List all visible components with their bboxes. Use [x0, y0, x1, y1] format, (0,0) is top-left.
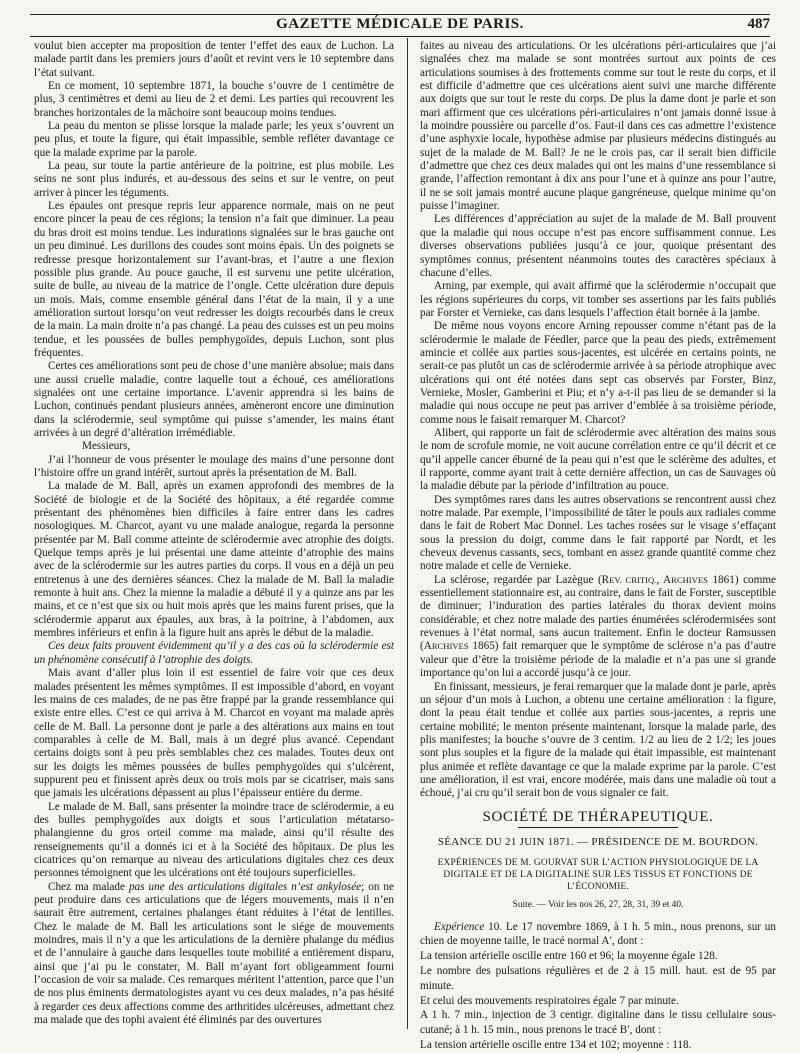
seance-line: SÉANCE DU 21 JUIN 1871. — PRÉSIDENCE DE M. BOURDON.	[437, 835, 759, 848]
experiment-text	[420, 920, 776, 1053]
right-column-text	[420, 40, 776, 801]
paragraph: Les épaules ont presque repris leur apparence normale, mais on ne peut encore pincer la peau de ces régions; la tension n’a fait que diminuer. La peau du bras droit est moins tendue. Les indurations signalées sur le bras gauche ont un peu diminué. Les durillons des coudes sont moins épais. Un des poignets se redresse presque horizontalement sur l’avant-bras, et l’autre a une flexion possible plus grande. Au pouce gauche, il est survenu une petite ulcération, suite de bulle, au niveau de la matrice de l’ongle. Cette ulcération dure depuis un mois. Mais, comme ensemble général dans l’état de la main, il y a une amélioration surtout lorsqu’on veut redresser les doigts recourbés dans le creux de la main. La main droite n’a pas changé. La peau des cuisses est un peu moins tendue, et les poussées de bulles pemphygoïdes, depuis Luchon, sont plus fréquentes.	[34, 200, 394, 359]
paragraph: La peau, sur toute la partie antérieure de la poitrine, est plus mobile. Les seins ne sont plus indurés, et au-dessous des seins et sur le ventre, on peut arriver à pincer les téguments.	[34, 160, 394, 199]
paragraph: Ces deux faits prouvent évidemment qu’il y a des cas où la sclérodermie est un phénomène consécutif à l’atrophie des doigts.	[34, 640, 394, 666]
page-header	[30, 14, 770, 34]
right-column	[420, 40, 777, 1051]
paragraph: Mais avant d’aller plus loin il est essentiel de faire voir que ces deux malades présentent les mêmes symptômes. Il est impossible d’abord, en voyant les mains de ces malades, de ne pas être frappé par la grande ressemblance qui existe entre elles. C’est ce qui arriva à M. Charcot en voyant ma malade après celle de M. Ball. La personne dont je parle a des altérations aux mains en tout comparables à celle de M. Ball, mais à un degré plus avancé. Cependant certains doigts sont à peu près semblables chez ces malades. Toutes deux ont sur les doigts les mêmes poussées de bulles pemphygoïdes qui s’ulcèrent, suppurent peu et finissent après deux ou trois mois par se cicatriser, mais sans que jamais les ulcérations dépassent au plus l’épaisseur entière du derme.	[34, 667, 394, 800]
paper-title: EXPÉRIENCES DE M. GOURVAT SUR L’ACTION PHYSIOLOGIQUE DE LA DIGITALE ET DE LA DIGITALINE SUR LES TISSUS ET FONCTIONS DE L’ÉCONOMIE.	[437, 858, 759, 893]
paragraph: Messieurs,	[82, 440, 131, 453]
paragraph: La tension artérielle oscille entre 134 et 102; moyenne : 118.	[420, 1039, 692, 1051]
paragraph: Expérience 10. Le 17 novembre 1869, à 1 h. 5 min., nous prenons, sur un chien de moyenne taille, le tracé normal A′, dont :	[420, 920, 776, 948]
paragraph: Le nombre des pulsations régulières et de 2 à 15 mill. haut. est de 95 par minute.	[420, 965, 776, 992]
suite-note: Suite. — Voir les nos 26, 27, 28, 31, 39 et 40.	[512, 900, 684, 911]
paragraph: En finissant, messieurs, je ferai remarquer que la malade dont je parle, après un séjour d’un mois à Luchon, a obtenu une certaine amélioration : la figure, dont la peau était tendue et collée aux parties sous-jacentes, a repris une certaine mobilité; le menton présente maintenant, lorsque la malade parle, des plis manifestes; la bouche s’ouvre de 3 centim. 1/2 au lieu de 2 1/2; les joues sont plus souples et la figure de la malade qui était impassible, est maintenant plus animée et reflète davantage ce que la malade exprime par la parole. C’est une amélioration, il est vrai, encore modérée, mais dans une maladie où tout a échoué, j’ai cru qu’il serait bon de vous signaler ce fait.	[420, 680, 776, 800]
paragraph: Le malade de M. Ball, sans présenter la moindre trace de sclérodermie, a eu des bulles pemphygoïdes aux doigts et sous l’articulation métatarso-phalangienne du gros orteil comme ma malade, ainsi qu’il résulte des renseignements qu’il a donnés ici et à la Société des hôpitaux. De plus les cicatrices qu’on remarque au niveau des articulations digitales chez ces deux personnes témoignent que les ulcérations ont été toujours superficielles.	[34, 800, 394, 880]
header-rule-bottom	[30, 36, 770, 37]
paragraph: De même nous voyons encore Arning repousser comme n’étant pas de la sclérodermie le malade de Féedler, parce que la peau des pieds, extrêmement amincie et collée aux parties sous-jacentes, est ulcérée en certains points, ne serait-ce pas plutôt un cas de sclérodermie arrivée à sa période atrophique avec ulcérations qui ont été notées dans sept cas observés par Forster, Binz, Vernieke, Mosler, Gamberini et Piu; et n’y a-t-il pas lieu de se demander si la maladie qui nous occupe ne peut pas arriver d’emblée à sa troisième période, comme nous le faisait remarquer M. Charcot?	[420, 320, 776, 426]
paragraph: J’ai l’honneur de vous présenter le moulage des mains d’une personne dont l’histoire offre un grand intérêt, surtout après la présentation de M. Ball.	[34, 453, 394, 479]
header-rule-top	[30, 14, 770, 15]
paragraph: Les différences d’appréciation au sujet de la malade de M. Ball prouvent que la maladie qui nous occupe n’est pas encore suffisamment connue. Les diverses observations publiées jusqu’à ce jour, quoique présentant des symptômes connus, présentent néanmoins toutes des caractères spéciaux à chacune d’elles.	[420, 213, 776, 279]
section-title: SOCIÉTÉ DE THÉRAPEUTIQUE.	[482, 808, 714, 825]
paragraph: voulut bien accepter ma proposition de tenter l’effet des eaux de Luchon. La malade partit dans les premiers jours d’août et revint vers le 10 septembre dans l’état suivant.	[34, 40, 394, 79]
paragraph: A 1 h. 7 min., injection de 3 centigr. digitaline dans le tissu cellulaire sous-cutané; à 1 h. 15 min., nous prenons le tracé B′, dont :	[420, 1009, 776, 1037]
left-column	[34, 40, 394, 1031]
paragraph: Alibert, qui rapporte un fait de sclérodermie avec altération des mains sous le nom de scrofule momie, ne voit aucune corrélation entre ce qu’il décrit et ce qu’il appelle cancer éburné de la peau qui n’est que le sclérème des adultes, et il rapporte, comme ayant trait à cette dernière affection, un cas de Sauvages où la maladie débute par la période d’infiltration au pouce.	[420, 426, 776, 493]
page-number: 487	[747, 16, 770, 32]
column-divider	[407, 38, 408, 1029]
paragraph: La sclérose, regardée par Lazègue (REV. CRITIQ., ARCHIVES 1861) comme essentiellement stationnaire est, au contraire, dans le fait de Forster, susceptible de diminuer; l’induration des parties latérales du thorax devient moins considérable, et chez notre malade des parties énumérées sclérodermisées sont revenues à l’état normal, sans aucun traitement. Enfin le docteur Ramsussen (ARCHIVES 1865) fait remarquer que le symptôme de sclérose n’a pas d’autre valeur que d’être la troisième période de la maladie et n’a pas une si grande importance qu’on lui a accordé jusqu’à ce jour.	[420, 573, 777, 680]
paragraph: La tension artérielle oscille entre 160 et 96; la moyenne égale 128.	[420, 950, 718, 963]
paragraph: Et celui des mouvements respiratoires égale 7 par minute.	[420, 994, 679, 1007]
paragraph: faites au niveau des articulations. Or les ulcérations péri-articulaires que j’ai signalées chez ma malade se sont montrées surtout aux points de ces articulations soumises à des frottements comme sur tout le reste du corps, et il est difficile d’admettre que ces ulcérations aient suivi une marche différente aux doigts que sur tout le reste du corps. De plus la dame dont je parle et son mari affirment que ces ulcérations péri-articulaires n’ont jamais donné issue à la moindre poussière ou parcelle d’os. Faut-il dans ces cas admettre l’existence d’une asphyxie locale, hypothèse admise par plusieurs médecins distingués au sujet de la malade de M. Ball? Je ne le crois pas, car il serait bien difficile d’admettre que chez ces deux malades qui ont les mains d’une ressemblance si grande, l’affection remontant à dix ans pour l’une et à quinze ans pour l’autre, il ne se soit jamais montré aucune plaque gangréneuse, quelque minime qu’on puisse l’imaginer.	[420, 40, 776, 213]
paragraph: Certes ces améliorations sont peu de chose d’une manière absolue; mais dans une aussi cruelle maladie, contre laquelle tout a échoué, ces améliorations signalées ont une certaine importance. L’avenir apprendra si les bains de Luchon, continués pendant plusieurs années, amèneront encore une diminution dans la sclérodermie, seul symptôme qui puisse s’amender, les mains étant arrivées à un degré d’altération irrémédiable.	[34, 360, 394, 439]
paragraph: Des symptômes rares dans les autres observations se rencontrent aussi chez notre malade. Par exemple, l’impossibilité de tâter le pouls aux radiales comme dans le fait de Robert Mac Donnel. Les taches rosées sur le visage s’effaçant sous la pression du doigt, comme dans le fait rapporté par Nordt, et les cheveux devenus cassants, secs, tombant en assez grande quantité comme chez notre malade et celle de Vernieke.	[420, 493, 776, 573]
journal-title: GAZETTE MÉDICALE DE PARIS.	[276, 16, 524, 32]
paragraph: La peau du menton se plisse lorsque la malade parle; les yeux s’ouvrent un peu plus, et toute la figure, qui était impassible, semble refléter davantage ce que la malade exprime par la parole.	[34, 120, 394, 159]
paragraph: La malade de M. Ball, après un examen approfondi des membres de la Société de biologie et de la Société des hôpitaux, a été regardée comme présentant des phénomènes bien difficiles à faire entrer dans les cadres nosologiques. M. Charcot, ayant vu une malade analogue, regarda la personne présentée par M. Ball comme atteinte de sclérodermie avec atrophie des doigts. Quelque temps après je lui présentai une dame atteinte d’atrophie des mains avec de la sclérodermie sur les autres parties du corps. Il vous en a déjà un peu entretenus à une des dernières séances. Chez la malade de M. Ball la maladie remonte à huit ans. Chez la mienne la maladie a débuté il y a quinze ans par les mains, et ce n’est que six ou huit mois après que les mains furent prises, que la sclérodermie apparut aux épaules, aux bras, à la poitrine, à l’abdomen, aux membres inférieurs et enfin à la figure huit ans après le début de la maladie.	[34, 480, 394, 640]
paragraph: En ce moment, 10 septembre 1871, la bouche s’ouvre de 1 centimètre de plus, 3 centimètres et demi au lieu de 2 et demi. Les parties qui recouvrent les branches horizontales de la mâchoire sont beaucoup moins tendues.	[34, 80, 394, 119]
paragraph: Arning, par exemple, qui avait affirmé que la sclérodermie n’occupait que les régions supérieures du corps, vit tomber ses assertions par les faits publiés par Forster et Vernieke, cas dans lesquels l’affection était bornée à la jambe.	[420, 280, 776, 319]
section-rule	[518, 827, 678, 828]
paragraph: Chez ma malade pas une des articulations digitales n’est ankylosée; on ne peut produire dans ces articulations que de légers mouvements, mais il n’en saurait être autrement, certaines phalanges étant réduites à l’état de lentilles. Chez le malade de M. Ball les articulations sont le siége de mouvements moindres, mais il n’y a que les articulations de la dernière phalange du médius et de l’annulaire à gauche dans lesquelles toute mobilité a entièrement disparu, ainsi que j’ai pu le constater, M. Ball m’ayant fort obligeamment fourni l’occasion de voir sa malade. Ces remarques méritent l’attention, parce que l’un de nos plus éminents dermatologistes ayant vu ces deux malades, n’a pas hésité à regarder ces deux affections comme des arthritides ulcéreuses, admettant chez ma malade que des tophi avaient été éliminés par des ouvertures	[34, 880, 394, 1027]
